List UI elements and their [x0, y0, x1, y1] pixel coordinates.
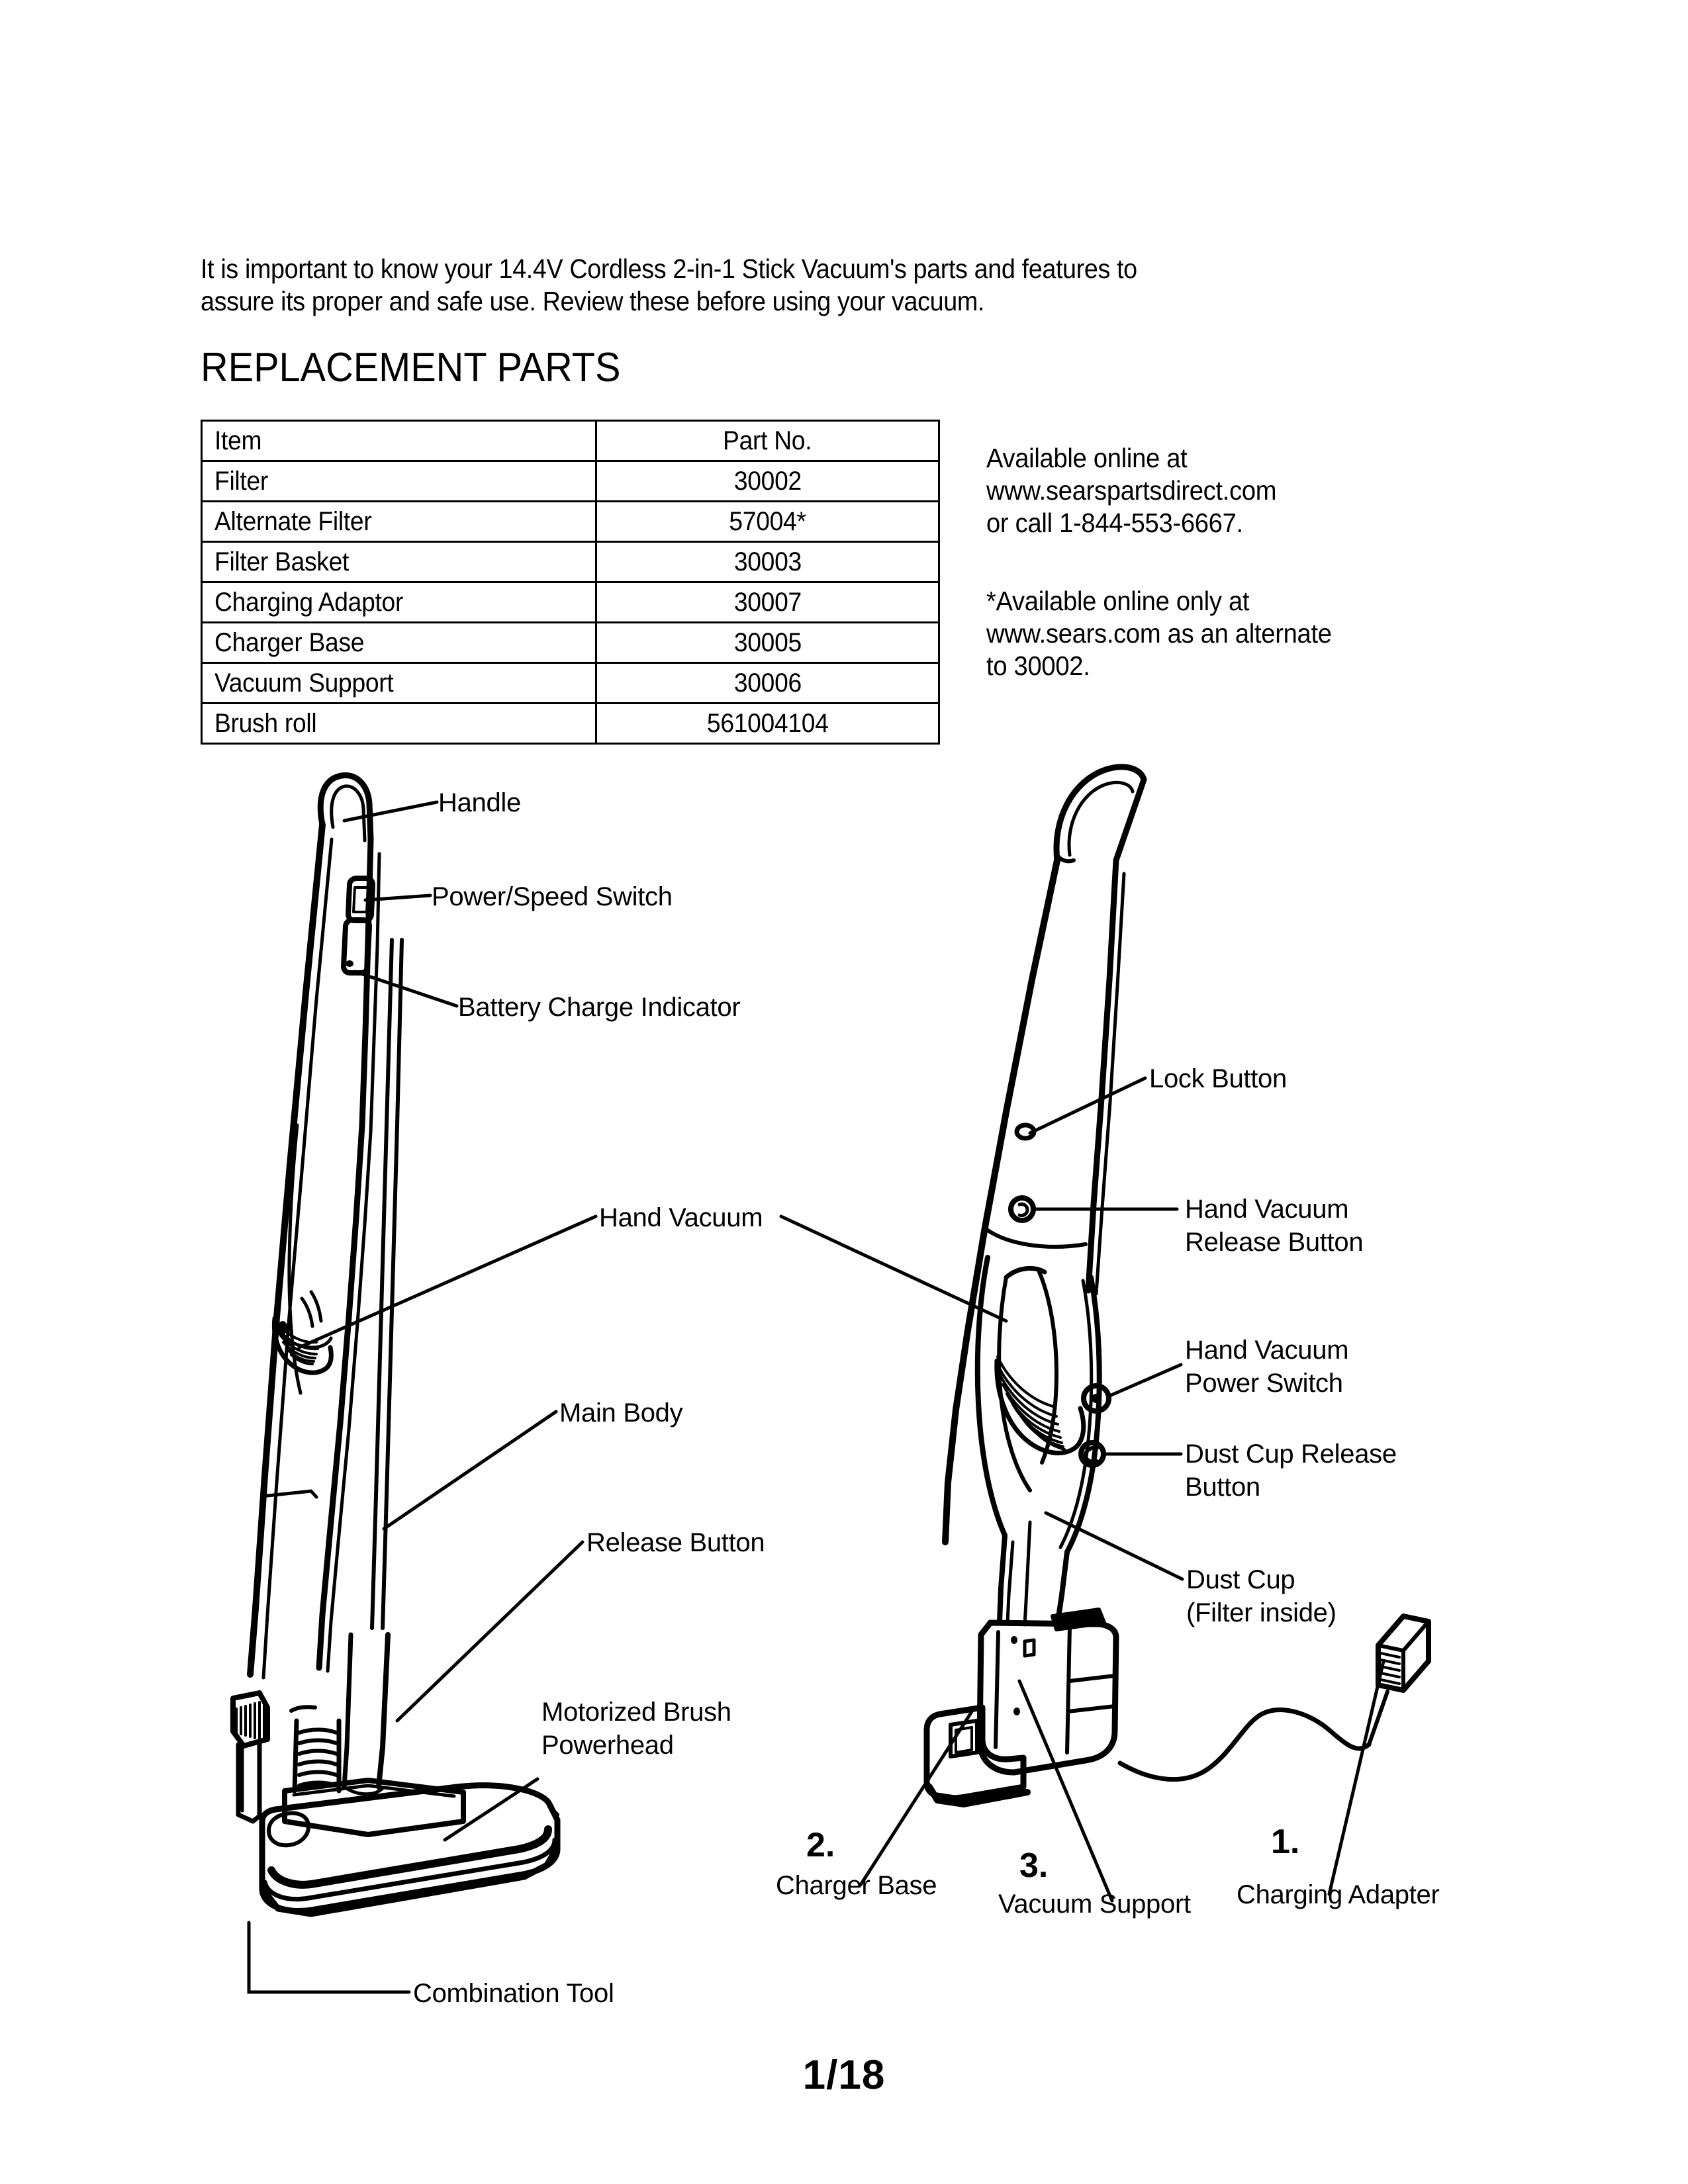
intro-line-2: assure its proper and safe use. Review these before using your vacuum.	[201, 286, 985, 317]
charger-base-tool-slot	[951, 1721, 977, 1756]
table-header-row	[202, 421, 939, 461]
hand-vacuum-release-button-glyph	[1019, 1204, 1027, 1215]
callout-number-2: 2.	[806, 1826, 835, 1864]
vacuum-support-rib-1	[1070, 1676, 1115, 1681]
stick-lower-wand-right	[379, 1635, 388, 1787]
callout-motorized-brush-powerhead-line-2: Powerhead	[541, 1731, 674, 1760]
charger-base-tool-slot-inner	[956, 1727, 972, 1752]
leader-main-body	[384, 1412, 556, 1529]
battery-charge-indicator-shape	[344, 920, 369, 973]
handvac-dustcup-contour	[999, 1277, 1030, 1490]
callout-power-speed-switch: Power/Speed Switch	[432, 882, 673, 911]
callout-release-button: Release Button	[586, 1528, 765, 1557]
powerhead-top-plate	[285, 1780, 463, 1835]
handvac-lower-seam	[1025, 1522, 1030, 1625]
powerhead-body	[262, 1786, 557, 1911]
handvac-grille-mesh	[998, 1357, 1064, 1449]
table-row	[202, 461, 939, 502]
stick-handvac-grille-boundary	[277, 1330, 331, 1347]
handvac-body-seam-upper	[985, 1228, 1086, 1247]
charging-cord	[1120, 1710, 1369, 1780]
power-speed-switch-inner	[353, 887, 368, 912]
leader-lock-button	[1030, 1078, 1145, 1133]
handvac-body-shell	[978, 1257, 1005, 1535]
handvac-lower-right	[1058, 1552, 1067, 1621]
stick-wand-tube-2	[383, 940, 402, 1628]
vacuum-support-front-face	[996, 1632, 998, 1747]
leader-hand-vacuum-left	[299, 1216, 596, 1347]
vacuum-support-top-grille	[1053, 1610, 1104, 1629]
stick-neck-left	[295, 1721, 297, 1791]
handvac-grille-frame	[997, 1361, 1084, 1453]
stick-lower-wand	[344, 1635, 351, 1787]
callout-combination-tool: Combination Tool	[413, 1979, 614, 2008]
charging-cord-tail	[1369, 1692, 1387, 1745]
cell-item: Filter Basket	[202, 542, 596, 582]
stick-handle-inner	[332, 786, 365, 841]
powerhead-top-plate-inner	[294, 1786, 454, 1796]
table-row	[202, 623, 939, 663]
leader-power-speed-switch	[365, 895, 430, 900]
powerhead-front-lip	[265, 1840, 555, 1899]
combination-tool-head	[233, 1693, 267, 1746]
page-title: REPLACEMENT PARTS	[201, 345, 621, 390]
lock-button-icon	[1017, 1125, 1034, 1138]
intro-line-1: It is important to know your 14.4V Cordless 2-in-1 Stick Vacuum's parts and features to	[201, 253, 1137, 284]
charger-base-front-edge	[927, 1783, 1023, 1799]
leader-combination-tool	[249, 1923, 409, 1992]
cell-part-no: 30005	[596, 623, 939, 663]
cell-part-no: 30007	[596, 582, 939, 623]
callout-dust-cup-line-2: (Filter inside)	[1186, 1598, 1336, 1627]
stick-lower-wand-cuff	[344, 1787, 383, 1794]
parts-table-body	[202, 421, 939, 744]
handvac-body-shell-right-inner	[1060, 1281, 1092, 1547]
availability-note	[986, 442, 1276, 540]
charger-base-tray	[927, 1707, 1023, 1798]
leader-dust-cup	[1046, 1513, 1182, 1579]
cell-item: Charger Base	[202, 623, 596, 663]
alternate-note-line-2: www.sears.com as an alternate	[986, 618, 1332, 649]
handvac-lower-left	[1000, 1535, 1005, 1621]
cell-item: Charging Adaptor	[202, 582, 596, 623]
callout-dust-cup-release-button-line-1: Dust Cup Release	[1185, 1439, 1397, 1469]
callout-hand-vacuum: Hand Vacuum	[599, 1203, 763, 1232]
callout-dust-cup-line-1: Dust Cup	[1186, 1565, 1295, 1594]
powerhead-left-wheel	[269, 1813, 308, 1846]
callout-hand-vacuum-power-switch-line-1: Hand Vacuum	[1185, 1336, 1349, 1365]
callout-hand-vacuum-release-button-line-2: Release Button	[1185, 1228, 1364, 1257]
stick-handle-outline	[320, 775, 371, 839]
charging-adapter-ribs	[1381, 1653, 1399, 1684]
cell-part-no: 57004*	[596, 502, 939, 542]
leader-handle	[344, 802, 437, 821]
combination-tool-neck	[238, 1742, 259, 1821]
stick-handvac-port	[278, 1321, 287, 1334]
stick-handvac-section-outline	[289, 1125, 301, 1393]
powerhead-base-shadow	[265, 1849, 556, 1914]
availability-note-line-2: www.searspartsdirect.com	[986, 475, 1277, 506]
leader-hand-vacuum-right	[781, 1216, 1006, 1321]
leader-vacuum-support	[1019, 1681, 1112, 1901]
callout-dust-cup-release-button-line-2: Button	[1185, 1473, 1260, 1502]
hand-vacuum-power-switch-center	[1092, 1394, 1101, 1403]
table-row	[202, 542, 939, 582]
vacuum-support-contact-slot	[1025, 1640, 1034, 1656]
handvac-dustcup-inner-curve	[1039, 1272, 1056, 1463]
stick-body-seam-lower	[267, 1491, 316, 1497]
header-cell-item: Item	[202, 421, 596, 461]
callout-hand-vacuum-release-button-line-1: Hand Vacuum	[1185, 1195, 1349, 1224]
callout-hand-vacuum-power-switch-line-2: Power Switch	[1185, 1369, 1343, 1398]
stick-handvac-seam-upper	[302, 1298, 312, 1326]
leader-charger-base	[861, 1707, 974, 1885]
handvac-body-shell-right	[1067, 1277, 1100, 1552]
stick-shaft-right-inner	[328, 854, 379, 1671]
handvac-dustcup-top-cap	[1006, 1268, 1045, 1277]
callout-motorized-brush-powerhead-line-1: Motorized Brush	[541, 1698, 731, 1727]
power-speed-switch-shape	[348, 878, 373, 921]
numbered-callout-markers	[806, 1823, 1299, 1885]
cell-item: Alternate Filter	[202, 502, 596, 542]
callout-number-1: 1.	[1271, 1823, 1300, 1861]
handvac-trunk-right-inner	[1096, 874, 1124, 1294]
callout-lock-button: Lock Button	[1149, 1064, 1287, 1093]
callout-main-body: Main Body	[559, 1398, 683, 1428]
table-row	[202, 704, 939, 744]
leader-release-button	[397, 1542, 583, 1721]
stick-handvac-grille	[277, 1322, 318, 1364]
leader-battery-charge-indicator	[355, 972, 457, 1006]
page-number: 1/18	[802, 2052, 886, 2098]
vacuum-support-right-face	[1067, 1627, 1070, 1752]
dust-cup-release-button-glyph	[1086, 1448, 1097, 1462]
intro-paragraph	[201, 253, 1291, 318]
leader-charging-adapter	[1329, 1661, 1383, 1894]
callout-charging-adapter-label: Charging Adapter	[1237, 1880, 1440, 1909]
header-cell-part-no: Part No.	[596, 421, 939, 461]
charging-adapter-body	[1378, 1616, 1429, 1690]
table-row	[202, 502, 939, 542]
handvac-lower-inner	[1008, 1542, 1013, 1623]
handvac-handle-outline	[1056, 767, 1144, 860]
handvac-handle-inner	[1069, 782, 1133, 855]
powerhead-right-edge	[549, 1807, 557, 1815]
stick-handvac-grille-frame	[274, 1318, 331, 1373]
callout-charger-base-label: Charger Base	[776, 1871, 937, 1900]
handvac-trunk-right	[1088, 860, 1116, 1291]
handvac-handle-tip	[1056, 852, 1074, 861]
vacuum-support-post	[980, 1623, 1116, 1772]
cell-part-no: 561004104	[596, 704, 939, 744]
callout-vacuum-support-label: Vacuum Support	[998, 1889, 1191, 1919]
leader-hand-vacuum-power-switch	[1108, 1365, 1181, 1396]
callout-leader-lines	[249, 802, 1383, 1992]
battery-indicator-led	[346, 960, 353, 967]
hand-vacuum-power-switch-icon	[1084, 1386, 1109, 1411]
alternate-note-line-3: to 30002.	[986, 651, 1090, 682]
stick-wand-tube	[372, 940, 392, 1628]
powerhead-brush-line	[271, 1829, 548, 1885]
charger-base-bottom-shadow	[929, 1787, 1027, 1804]
combination-tool-bristles	[236, 1701, 264, 1741]
alternate-note-line-1: *Available online only at	[986, 586, 1250, 616]
dust-cup-release-button-icon	[1081, 1443, 1103, 1465]
alternate-filter-note	[986, 585, 1332, 683]
cell-item: Brush roll	[202, 704, 596, 744]
table-row	[202, 663, 939, 704]
stick-neck-coil	[299, 1730, 336, 1786]
vacuum-support-screw-2	[1013, 1707, 1020, 1715]
stick-shaft-left-edge	[250, 825, 322, 1674]
cell-item: Vacuum Support	[202, 663, 596, 704]
callout-number-3: 3.	[1019, 1846, 1049, 1885]
callout-handle: Handle	[438, 788, 521, 817]
hand-vacuum-illustration	[927, 767, 1429, 1804]
availability-note-line-3: or call 1-844-553-6667.	[986, 508, 1243, 539]
vacuum-support-rib-2	[1068, 1706, 1115, 1711]
callout-labels	[413, 788, 1440, 2008]
leader-motorized-brush-powerhead	[445, 1779, 538, 1840]
cell-part-no: 30006	[596, 663, 939, 704]
replacement-parts-table	[201, 420, 940, 745]
cell-item: Filter	[202, 461, 596, 502]
cell-part-no: 30003	[596, 542, 939, 582]
cell-part-no: 30002	[596, 461, 939, 502]
table-row	[202, 582, 939, 623]
release-button-collar	[291, 1707, 315, 1711]
stick-shaft-right-edge	[319, 839, 371, 1668]
stick-handvac-seam-inner	[311, 1292, 321, 1321]
stick-shaft-inner-line	[263, 839, 332, 1678]
charging-adapter-top-face	[1378, 1621, 1429, 1651]
handvac-trunk-left	[945, 860, 1057, 1542]
vacuum-support-screw-1	[1011, 1636, 1017, 1644]
availability-note-line-1: Available online at	[986, 443, 1188, 473]
stick-vacuum-illustration	[233, 775, 557, 1914]
hand-vacuum-release-button-icon	[1011, 1198, 1033, 1220]
callout-battery-charge-indicator: Battery Charge Indicator	[458, 993, 741, 1022]
